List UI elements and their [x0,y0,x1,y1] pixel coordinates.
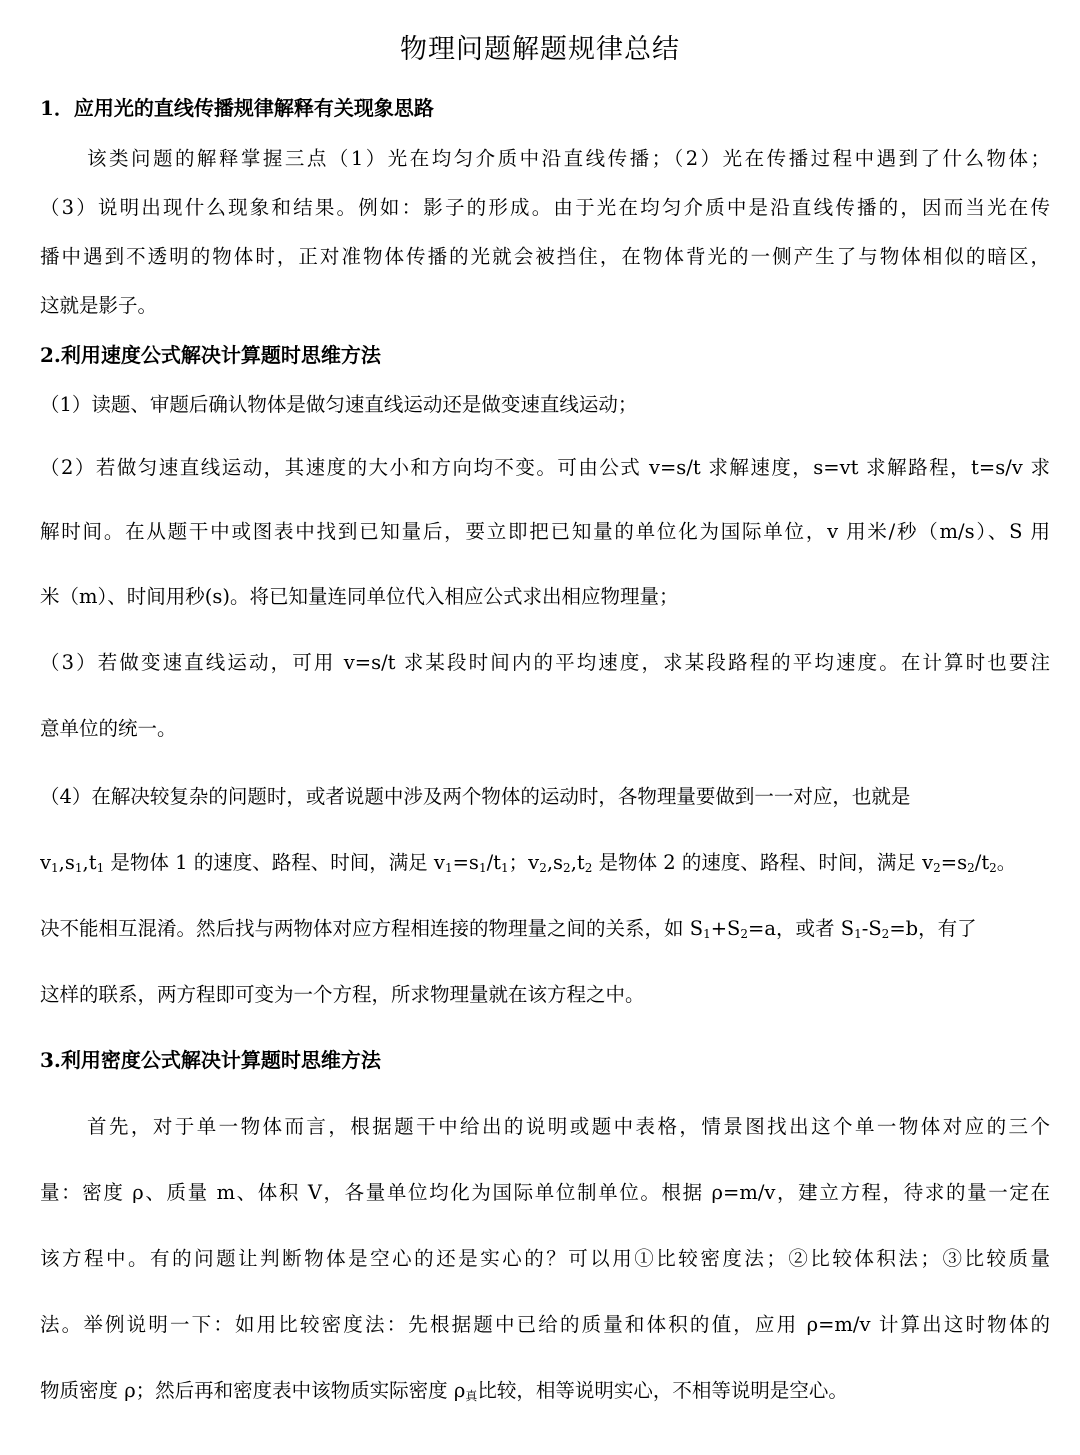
var-t: t [576,851,585,874]
section-2-item-4-line-3 [40,915,1050,943]
comma: , [58,851,65,874]
var-s: s [553,851,564,874]
slash-t: /t [974,851,990,874]
comma: , [82,851,89,874]
semicolon: ； [508,851,529,874]
var-S: S [840,917,855,940]
subscript: 2 [989,861,997,875]
section-2-item-3-line-1: （3）若做变速直线运动，可用 v=s/t 求某段时间内的平均速度，求某段路程的平均速度。在计算时也要注 [40,651,1050,674]
section-3-line-1: 首先，对于单一物体而言，根据题干中给出的说明或题中表格，情景图找出这个单一物体对应的三个 [87,1115,1050,1138]
subscript: 2 [563,861,571,875]
plus: + [710,917,728,940]
page-title: 物理问题解题规律总结 [400,34,680,65]
var-S: S [689,917,704,940]
subscript: 真 [465,1389,478,1403]
subscript: 2 [740,927,749,941]
text-run: 是物体 1 的速度、路程、时间，满足 [104,851,434,874]
section-2-item-4-line-4: 这样的联系，两方程即可变为一个方程，所求物理量就在该方程之中。 [40,983,645,1006]
subscript: 1 [703,927,711,941]
subscript: 1 [96,861,105,875]
subscript: 1 [854,927,862,941]
var-v: v [433,851,445,874]
section-3-line-5 [40,1377,1050,1405]
var-S: S [868,917,882,940]
subscript: 1 [501,861,509,875]
text-run: 是物体 2 的速度、路程、时间，满足 [592,851,923,874]
section-2-item-1: （1）读题、审题后确认物体是做匀速直线运动还是做变速直线运动； [40,393,638,416]
comma: , [570,851,577,874]
section-2-heading: 2.利用速度公式解决计算题时思维方法 [40,343,381,367]
subscript: 2 [584,861,593,875]
section-3-heading: 3.利用密度公式解决计算题时思维方法 [40,1048,381,1072]
subscript: 2 [881,927,890,941]
var-s: s [64,851,75,874]
section-1-line-3: 播中遇到不透明的物体时，正对准物体传播的光就会被挡住，在物体背光的一侧产生了与物体相似的暗区， [40,245,1050,268]
equals-s: =s [452,851,479,874]
text-run: ，或者 [776,917,841,940]
section-2-item-4-line-2 [40,849,1050,877]
text-run: 比较，相等说明实心，不相等说明是空心。 [477,1379,848,1402]
subscript: 1 [478,861,487,875]
var-v: v [922,851,934,874]
subscript: 2 [539,861,547,875]
section-2-item-2-line-2: 解时间。在从题干中或图表中找到已知量后，要立即把已知量的单位化为国际单位，v 用米/秒（m/s）、S 用 [40,520,1050,543]
var-t: t [88,851,97,874]
subscript: 1 [74,861,83,875]
equals-a: =a [748,917,777,940]
text-run: ，有了 [918,917,977,940]
text-run: 物质密度 ρ；然后再和密度表中该物质实际密度 ρ [40,1379,466,1402]
period: 。 [996,851,1017,874]
section-2-item-2-line-1: （2）若做匀速直线运动，其速度的大小和方向均不变。可由公式 v=s/t 求解速度，s=vt 求解路程，t=s/v 求 [40,456,1050,479]
section-2-item-3-line-2: 意单位的统一。 [40,717,177,740]
equals-b: =b [889,917,919,940]
subscript: 1 [444,861,453,875]
section-1-line-1: 该类问题的解释掌握三点（1）光在均匀介质中沿直线传播；（2）光在传播过程中遇到了什么物体； [87,147,1050,170]
var-v: v [40,851,52,874]
section-3-line-3: 该方程中。有的问题让判断物体是空心的还是实心的？可以用①比较密度法；②比较体积法；③比较质量 [40,1247,1050,1270]
text-run: 决不能相互混淆。然后找与两物体对应方程相连接的物理量之间的关系，如 [40,917,690,940]
section-3-line-4: 法。举例说明一下：如用比较密度法：先根据题中已给的质量和体积的值，应用 ρ=m/v 计算出这时物体的 [40,1313,1050,1336]
equals-s: =s [940,851,968,874]
comma: , [546,851,554,874]
section-2-item-2-line-3: 米（m）、时间用秒(s)。将已知量连同单位代入相应公式求出相应物理量； [40,585,679,608]
section-2-item-4-line-1: （4）在解决较复杂的问题时，或者说题中涉及两个物体的运动时，各物理量要做到一一对应，也就是 [40,785,911,808]
minus: - [861,917,869,940]
var-S: S [727,917,741,940]
slash-t: /t [486,851,501,874]
subscript: 1 [51,861,59,875]
subscript: 2 [967,861,975,875]
section-1-heading: 1．应用光的直线传播规律解释有关现象思路 [40,96,434,120]
subscript: 2 [933,861,941,875]
section-1-line-4: 这就是影子。 [40,294,158,317]
section-1-line-2: （3）说明出现什么现象和结果。例如：影子的形成。由于光在均匀介质中是沿直线传播的，因而当光在传 [40,196,1050,219]
var-v: v [528,851,540,874]
section-3-line-2: 量：密度 ρ、质量 m、体积 V，各量单位均化为国际单位制单位。根据 ρ=m/v，建立方程，待求的量一定在 [40,1181,1050,1204]
